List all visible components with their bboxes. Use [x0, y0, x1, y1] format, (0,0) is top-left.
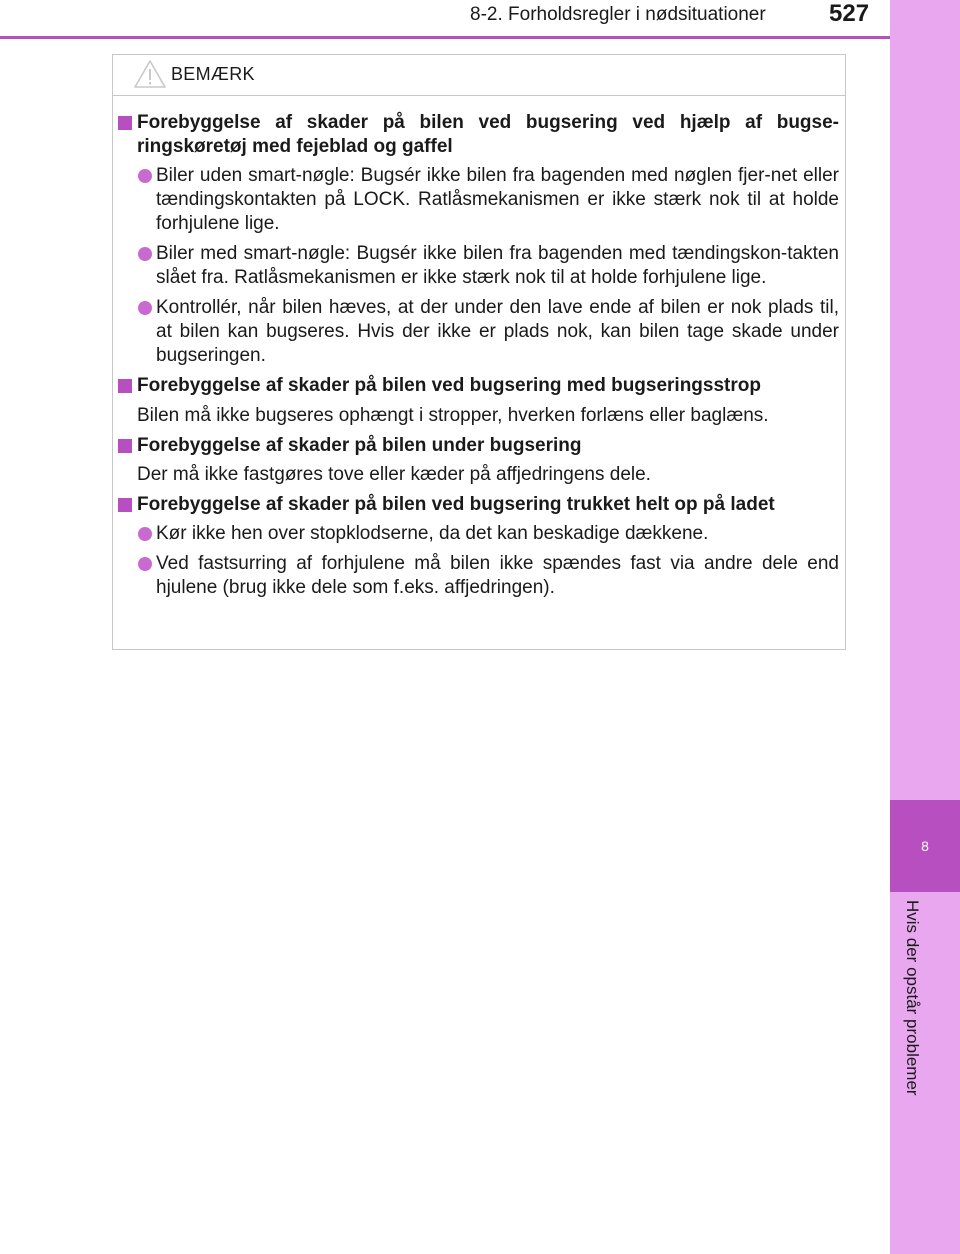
square-bullet-icon: [118, 116, 132, 130]
list-item: Kør ikke hen over stopklodserne, da det kan beskadige dækkene.: [113, 522, 847, 546]
running-header: 8-2. Forholdsregler i nødsituationer: [470, 4, 766, 25]
round-bullet-icon: [138, 301, 152, 315]
round-bullet-icon: [138, 527, 152, 541]
note-content: [113, 111, 847, 600]
list-item: Biler uden smart-nøgle: Bugsér ikke bilen fra bagenden med nøglen fjer-net eller tændingskontakten på LOCK. Ratlåsmekanismen er ikke stærk nok til at holde forhjulene lige.: [113, 164, 847, 236]
square-bullet-icon: [118, 379, 132, 393]
section-heading: Forebyggelse af skader på bilen ved bugsering trukket helt op på ladet: [113, 493, 847, 517]
note-title: BEMÆRK: [171, 64, 255, 84]
square-bullet-icon: [118, 439, 132, 453]
chapter-label: Hvis der opstår problemer: [903, 900, 922, 1096]
section-text: Der må ikke fastgøres tove eller kæder på affjedringens dele.: [137, 464, 651, 485]
header-rule: [0, 36, 890, 39]
chapter-tab[interactable]: [890, 800, 960, 892]
section-heading: Forebyggelse af skader på bilen under bugsering: [113, 434, 847, 458]
chapter-number: 8: [921, 838, 929, 854]
warning-triangle-icon: [133, 59, 167, 89]
list-item: Kontrollér, når bilen hæves, at der under den lave ende af bilen er nok plads til, at bilen kan bugseres. Hvis der ikke er plads nok, kan bilen tage skade under bugseringen.: [113, 296, 847, 368]
section-text: Bilen må ikke bugseres ophængt i stropper, hverken forlæns eller baglæns.: [137, 405, 769, 426]
list-item: Ved fastsurring af forhjulene må bilen ikke spændes fast via andre dele end hjulene (brug ikke dele som f.eks. affjedringen).: [113, 552, 847, 600]
section-heading: Forebyggelse af skader på bilen ved bugsering ved hjælp af bugse-ringskøretøj med fejeblad og gaffel: [113, 111, 847, 159]
note-header: [113, 55, 845, 96]
round-bullet-icon: [138, 557, 152, 571]
page-number: 527: [829, 0, 870, 27]
section-heading: Forebyggelse af skader på bilen ved bugsering med bugseringsstrop: [113, 374, 847, 398]
square-bullet-icon: [118, 498, 132, 512]
round-bullet-icon: [138, 169, 152, 183]
note-box: [112, 54, 846, 650]
round-bullet-icon: [138, 247, 152, 261]
list-item: Biler med smart-nøgle: Bugsér ikke bilen fra bagenden med tændingskon-takten slået fra. Ratlåsmekanismen er ikke stærk nok til at holde forhjulene lige.: [113, 242, 847, 290]
